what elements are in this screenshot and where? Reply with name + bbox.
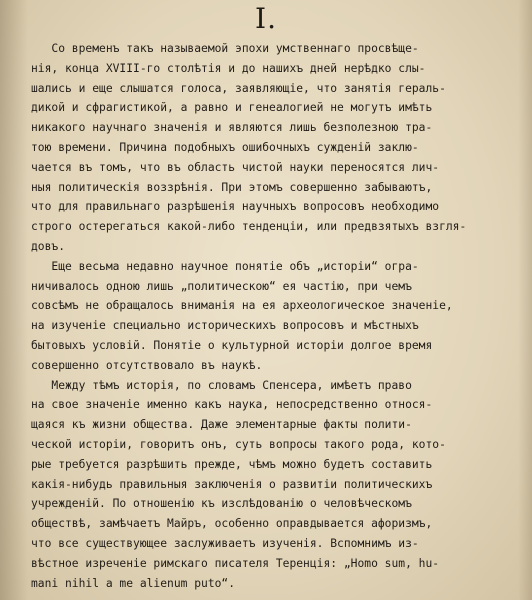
text-line: Между тѣмъ исторія, по словамъ Спенсера, имѣетъ право <box>31 378 412 392</box>
body-text <box>31 39 519 593</box>
text-line: щаяся къ жизни общества. Даже элементарные факты полити- <box>31 418 412 432</box>
text-line: ничивалось одною лишь „политическою“ ея частію, при чемъ <box>31 279 412 293</box>
text-line: рые требуется разрѣшить прежде, чѣмъ можно будетъ составить <box>31 457 433 471</box>
text-line: никакого научнаго значенія и являются лишь безполезною тра- <box>31 121 433 135</box>
text-line: нія, конца XVIII-го столѣтія и до нашихъ дней нерѣдко слы- <box>31 61 426 75</box>
text-line: ныя политическія воззрѣнія. При этомъ совершенно забываютъ, <box>31 180 433 194</box>
text-line: шались и еще слышатся голоса, заявляющіе, что занятія гераль- <box>31 81 446 95</box>
text-line: на изученіе специально историческихъ вопросовъ и мѣстныхъ <box>31 319 419 333</box>
text-line: что все существующее заслуживаетъ изученія. Вспомнимъ из- <box>31 536 419 550</box>
chapter-heading: I. <box>255 2 277 35</box>
text-line: довъ. <box>31 239 66 253</box>
text-line: совсѣмъ не обращалось вниманія на ея археологическое значеніе, <box>31 299 453 313</box>
text-line: ческой исторіи, говоритъ онъ, суть вопросы такого рода, кото- <box>31 437 446 451</box>
page-edge-shadow <box>518 0 532 600</box>
text-line: Со временъ такъ называемой эпохи умственнаго просвѣще- <box>31 42 419 55</box>
text-line: чается въ томъ, что въ область чистой науки переносятся лич- <box>31 160 440 174</box>
text-line: какія-нибудь правильныя заключенія о развитіи политическихъ <box>31 477 433 491</box>
text-line: тою времени. Причина подобныхъ ошибочныхъ сужденій заклю- <box>31 140 419 154</box>
text-line: строго остерегаться какой-либо тенденціи, или предвзятыхъ взгля- <box>31 220 467 234</box>
text-line: Еще весьма недавно научное понятіе объ „исторіи“ огра- <box>31 259 419 273</box>
text-line: бытовыхъ условій. Понятіе о культурной исторіи долгое время <box>31 338 433 352</box>
text-line: дикой и сфрагистикой, а равно и генеалогией не могутъ имѣть <box>31 101 433 115</box>
text-line: учрежденій. По отношенію къ изслѣдованію о человѣческомъ <box>31 497 412 511</box>
text-line: mani nihil a me alienum puto“. <box>31 576 236 590</box>
text-line: вѣстное изреченіе римскаго писателя Теренція: „Homo sum, hu- <box>31 556 440 570</box>
text-line: что для правильнаго разрѣшенія научныхъ вопросовъ необходимо <box>31 200 440 214</box>
text-line: совершенно отсутствовало въ наукѣ. <box>31 358 263 372</box>
text-line: на свое значеніе именно какъ наука, непосредственно относя- <box>31 398 433 412</box>
text-line: обществѣ, замѣчаетъ Майръ, особенно оправдывается афоризмъ, <box>31 517 433 531</box>
page-gutter-shadow <box>0 0 28 600</box>
